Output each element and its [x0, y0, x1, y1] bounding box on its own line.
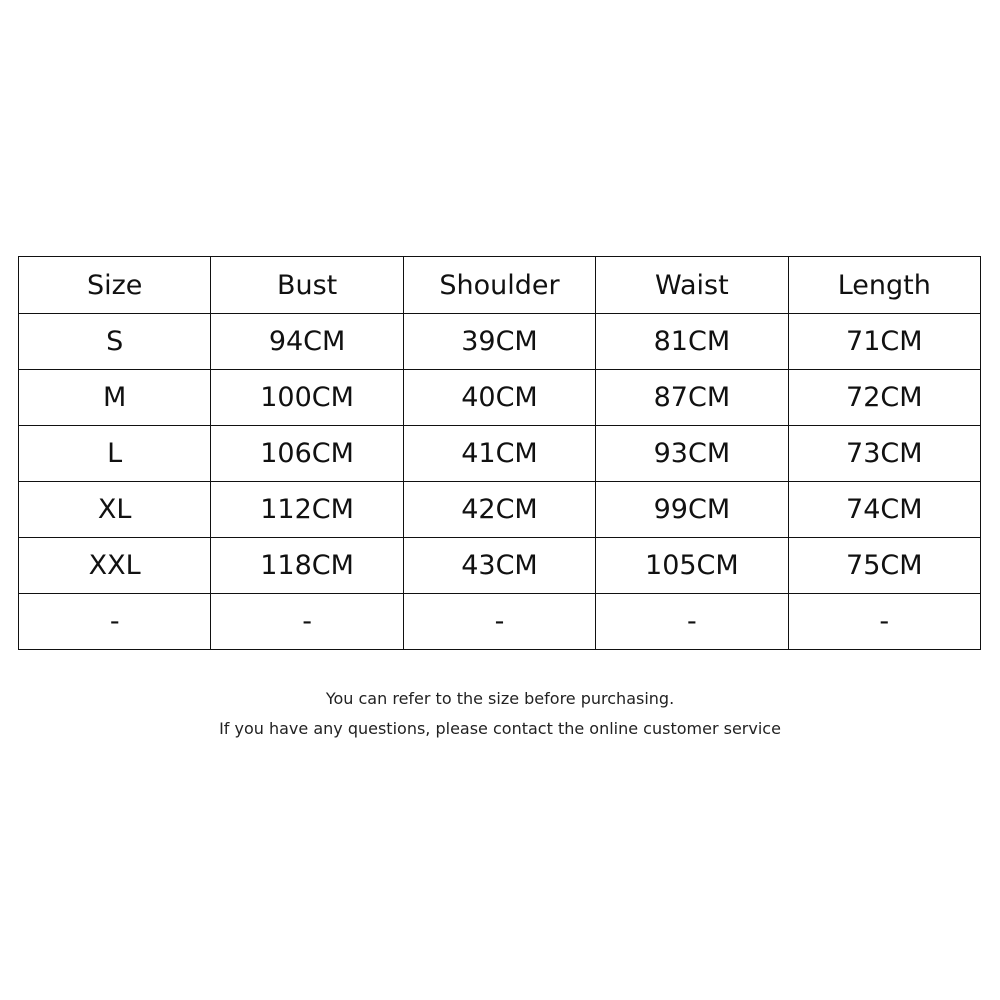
cell-size: L: [19, 426, 211, 482]
cell-length: 74CM: [788, 482, 980, 538]
cell-waist: 105CM: [596, 538, 788, 594]
cell-shoulder: 41CM: [403, 426, 595, 482]
cell-shoulder: -: [403, 594, 595, 650]
cell-bust: 106CM: [211, 426, 403, 482]
header-bust: Bust: [211, 257, 403, 314]
header-size: Size: [19, 257, 211, 314]
cell-bust: 100CM: [211, 370, 403, 426]
table-row: [19, 370, 981, 426]
cell-waist: -: [596, 594, 788, 650]
table-row: [19, 426, 981, 482]
cell-size: XL: [19, 482, 211, 538]
size-chart-table: [18, 256, 981, 650]
cell-waist: 87CM: [596, 370, 788, 426]
cell-shoulder: 42CM: [403, 482, 595, 538]
cell-bust: 112CM: [211, 482, 403, 538]
cell-bust: 94CM: [211, 314, 403, 370]
cell-size: M: [19, 370, 211, 426]
table-row: [19, 594, 981, 650]
cell-length: 75CM: [788, 538, 980, 594]
cell-waist: 99CM: [596, 482, 788, 538]
cell-length: 72CM: [788, 370, 980, 426]
cell-length: -: [788, 594, 980, 650]
cell-waist: 81CM: [596, 314, 788, 370]
table-row: [19, 482, 981, 538]
cell-bust: -: [211, 594, 403, 650]
table-row: [19, 538, 981, 594]
cell-size: XXL: [19, 538, 211, 594]
header-shoulder: Shoulder: [403, 257, 595, 314]
cell-size: S: [19, 314, 211, 370]
note-refer-size: You can refer to the size before purchasing.: [325, 689, 675, 708]
cell-bust: 118CM: [211, 538, 403, 594]
cell-shoulder: 43CM: [403, 538, 595, 594]
cell-length: 73CM: [788, 426, 980, 482]
note-contact-service: If you have any questions, please contact the online customer service: [219, 719, 781, 738]
cell-shoulder: 39CM: [403, 314, 595, 370]
cell-length: 71CM: [788, 314, 980, 370]
header-row: [19, 257, 981, 314]
header-length: Length: [788, 257, 980, 314]
table-row: [19, 314, 981, 370]
cell-size: -: [19, 594, 211, 650]
cell-waist: 93CM: [596, 426, 788, 482]
header-waist: Waist: [596, 257, 788, 314]
cell-shoulder: 40CM: [403, 370, 595, 426]
